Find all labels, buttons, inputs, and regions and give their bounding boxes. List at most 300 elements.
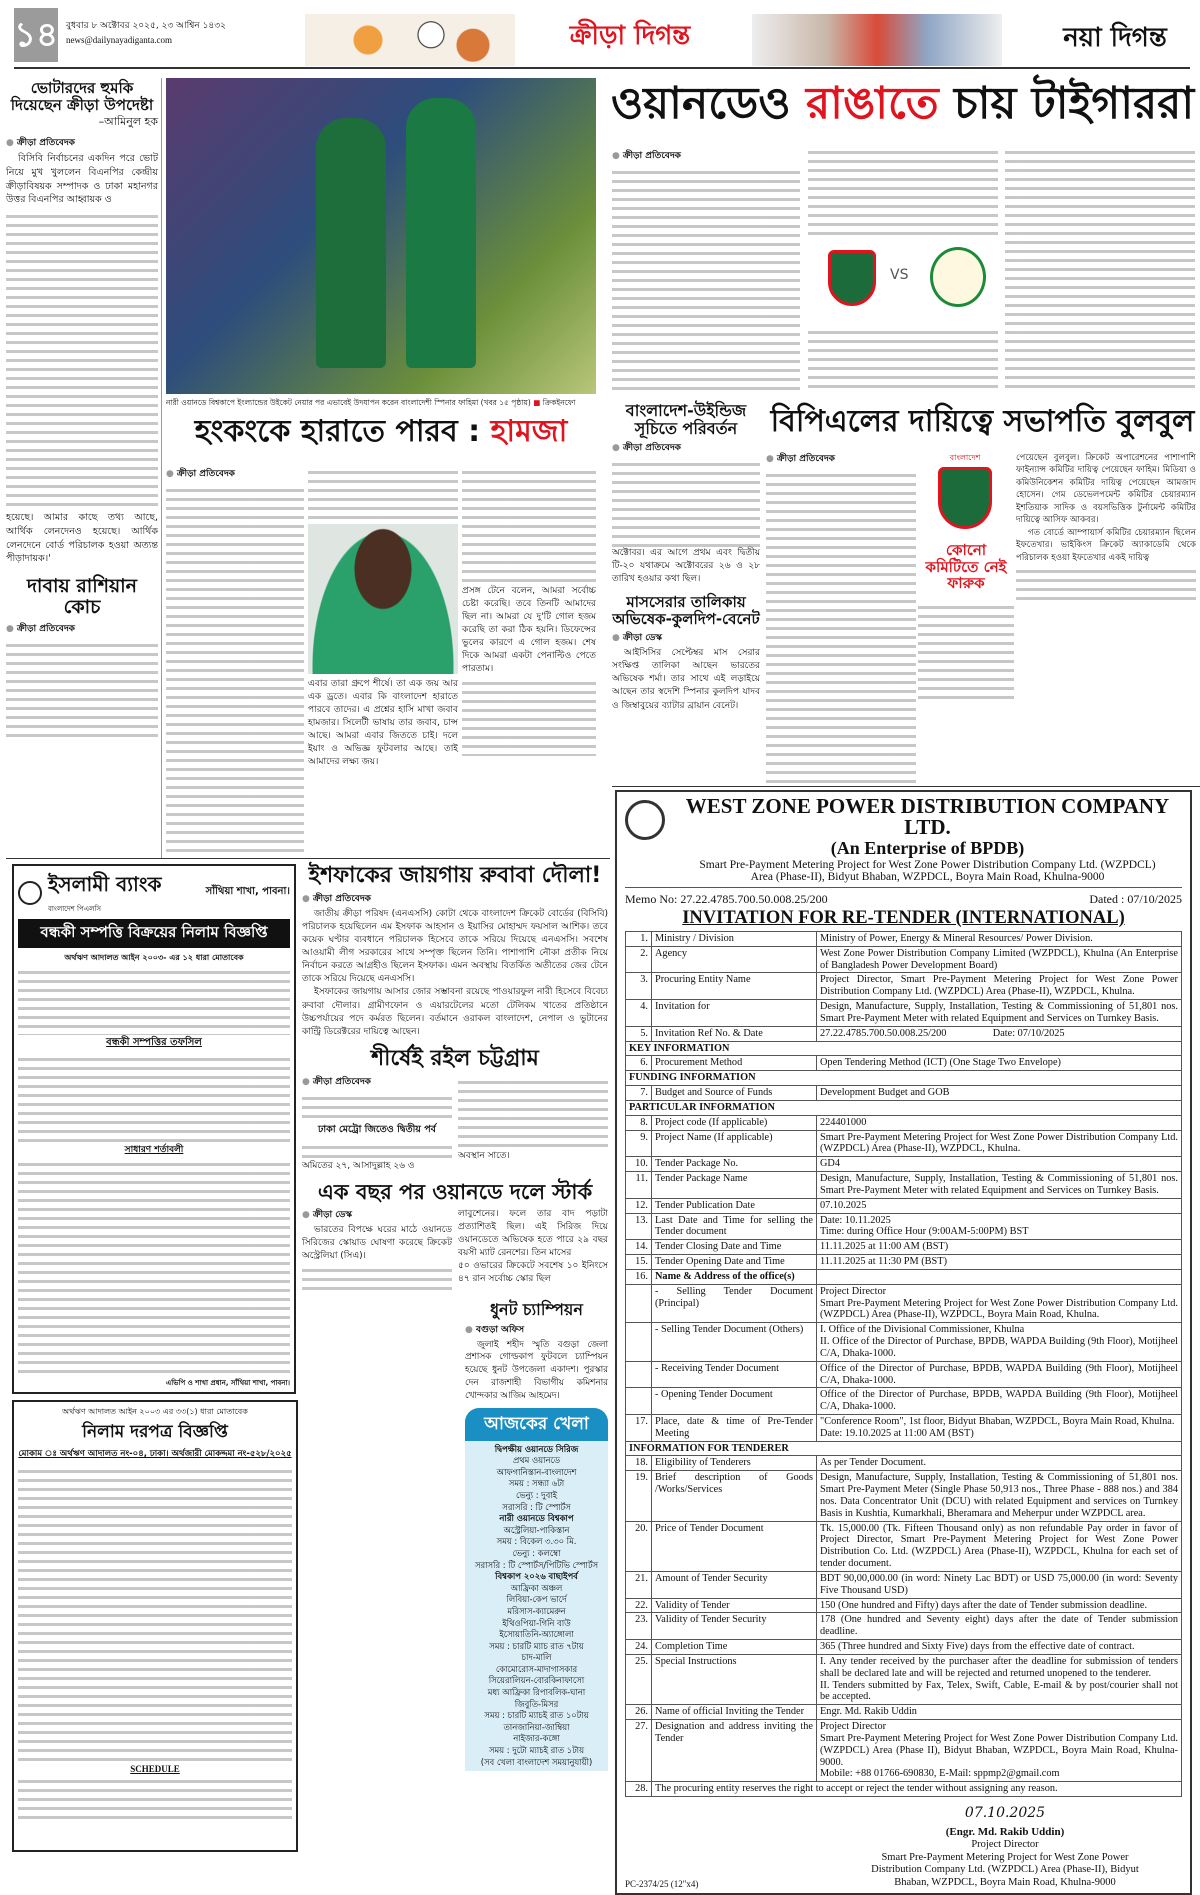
table-row	[626, 1240, 1182, 1255]
row-number: 20.	[626, 1521, 652, 1571]
row-value: BDT 90,00,000.00 (in word: Ninety Lac BDT) or USD 75,000.00 (in word: Seventy Five Thousand USD)	[817, 1571, 1182, 1598]
section-label: PARTICULAR INFORMATION	[626, 1100, 1182, 1115]
lead-col-1	[612, 145, 800, 393]
bpl-subhead: কোনো কমিটিতে নেই ফারুক	[925, 541, 1007, 592]
row-number	[626, 1323, 652, 1361]
terms-title: সাধারণ শর্তাবলী	[124, 1145, 184, 1155]
table-row	[626, 1521, 1182, 1571]
section-rule	[6, 858, 610, 859]
row-value: Ministry of Power, Energy & Mineral Resources/ Power Division.	[817, 932, 1182, 947]
row-value: Date: 10.11.2025 Time: during Office Hour (9:00AM-5:00PM) BST	[817, 1213, 1182, 1240]
headline-highlight: হামজা	[490, 414, 568, 449]
row-number: 28.	[626, 1782, 652, 1797]
text-block	[6, 638, 158, 738]
table-row	[626, 932, 1182, 947]
table-row	[626, 1720, 1182, 1782]
game-detail: সময় : দুটো ম্যাচই রাত ১টায়	[488, 1745, 585, 1756]
row-label: Brief description of Goods /Works/Services	[652, 1471, 817, 1521]
table-section-header	[626, 1441, 1182, 1456]
memo-number: Memo No: 27.22.4785.700.50.008.25/200	[625, 892, 828, 906]
table-section-header	[626, 1041, 1182, 1056]
byline: ● ক্রীড়া প্রতিবেদক	[6, 621, 158, 636]
row-label: Tender Package Name	[652, 1172, 817, 1199]
dateline	[66, 20, 226, 47]
bcb-logo	[920, 452, 1010, 531]
section-label: FUNDING INFORMATION	[626, 1071, 1182, 1086]
table-row	[626, 1388, 1182, 1415]
bangladesh-logo	[828, 250, 876, 306]
row-label: - Receiving Tender Document	[652, 1361, 817, 1388]
bpl-headline: বিপিএলের দায়িত্বে সভাপতি বুলবুল	[770, 404, 1195, 439]
bank-logo-icon	[18, 881, 42, 905]
starc-col-1	[302, 1204, 452, 1293]
row-label: Completion Time	[652, 1640, 817, 1655]
row-value: Development Budget and GOB	[817, 1086, 1182, 1101]
row-number: 3.	[626, 973, 652, 1000]
table-row	[626, 1255, 1182, 1270]
game-detail: সরাসরি : টি স্পোর্টস/পিটিভি স্পোর্টস	[474, 1559, 599, 1570]
table-row	[626, 1213, 1182, 1240]
team-logos	[820, 245, 990, 320]
header-rule	[14, 67, 1190, 69]
text-block	[6, 209, 158, 509]
row-value: 11.11.2025 at 11:30 PM (BST)	[817, 1255, 1182, 1270]
byline: ● বগুড়া অফিস	[465, 1322, 608, 1337]
text-block	[18, 965, 290, 1035]
box-title: আজকের খেলা	[465, 1408, 608, 1440]
potm-story	[612, 594, 760, 712]
company-enterprise: (An Enterprise of BPDB)	[830, 838, 1025, 858]
wzpdcl-tender-ad	[615, 790, 1192, 1895]
left-column	[6, 80, 158, 738]
starc-story	[302, 1181, 608, 1293]
row-value: Office of the Director of Purchase, BPDB, WAPDA Building (9th Floor), Motijheel C/A, Dhaka-1000.	[817, 1388, 1182, 1415]
starc-col-2	[458, 1204, 608, 1286]
todays-games-box	[465, 1408, 608, 1771]
left-story	[6, 80, 158, 566]
schedule-story	[612, 402, 760, 586]
row-label: Eligibility of Tenderers	[652, 1456, 817, 1471]
text-block	[612, 457, 760, 547]
row-label: Designation and address inviting the Tender	[652, 1720, 817, 1782]
game-detail: তানজানিয়া-জাম্বিয়া	[503, 1721, 570, 1732]
islami-bank-auction-ad	[12, 864, 296, 1394]
paragraph: পেয়েছেন বুলবুল। ক্রিকেট অপারেশনের পাশাপাশি ফাইন্যান্স কমিটির দায়িত্ব পেয়েছেন ফাহিম। মিডিয়া ও কমিউনিকেশন কমিটির দায়িত্ব পেয়েছেন আমজাদ হোসেন। গেম ডেভেলপমেন্ট কমিটির চেয়ারম্যান ইশতিয়াক সাদিক ও বয়সভিত্তিক টুর্নামেন্ট কমিটির দায়িত্বে আসিফ আকবর।	[1016, 453, 1196, 526]
row-label: - Selling Tender Document (Others)	[652, 1323, 817, 1361]
row-number: 5.	[626, 1026, 652, 1041]
headline-part: ওয়ানডেও	[610, 78, 806, 129]
email-link[interactable]: news@dailynayadiganta.com	[66, 34, 173, 45]
game-detail: (সব খেলা বাংলাদেশ সময়ানুযায়ী)	[480, 1756, 593, 1767]
byline: ● ক্রীড়া প্রতিবেদক	[302, 891, 608, 906]
byline: ● ক্রীড়া ডেস্ক	[612, 630, 760, 645]
paragraph-end: ৫০ ওভারের ক্রিকেটে সবশেষ ১০ ইনিংসে ৪৭ রান সর্বোচ্চ স্কোর ছিল	[458, 1261, 608, 1285]
photo-caption: নারী ওয়ানডে বিশ্বকাপে ইংল্যান্ডের উইকেট নেয়ার পর এভাবেই উদযাপন করেন বাংলাদেশী স্পিনার ফাহিমা (খবর ১৫ পৃষ্ঠায়) ■ ক্রিকইনফো	[166, 398, 576, 407]
game-detail: কোমোরোস-মাদাগাসকার	[495, 1663, 578, 1674]
company-name: WEST ZONE POWER DISTRIBUTION COMPANY LTD.	[685, 794, 1170, 839]
schedule-column	[612, 402, 760, 713]
row-number: 1.	[626, 932, 652, 947]
row-value: Smart Pre-Payment Metering Project for West Zone Power Distribution Company Ltd. (WZPDCL) Area (Phase-II), WZPDCL, Khulna.	[817, 1130, 1182, 1157]
middle-column	[302, 864, 608, 1771]
row-value: As per Tender Document.	[817, 1456, 1182, 1471]
row-number: 8.	[626, 1115, 652, 1130]
byline: ● ক্রীড়া প্রতিবেদক	[766, 451, 916, 466]
headline-highlight: রাঙাতে	[805, 78, 939, 129]
table-row	[626, 1456, 1182, 1471]
row-value: "Conference Room", 1st floor, Bidyut Bhaban, WZPDCL, Boyra Main Road, Khulna. Date: 19.10.2025 at 11:00 AM (BST)	[817, 1414, 1182, 1441]
table-row	[626, 946, 1182, 973]
table-row	[626, 1471, 1182, 1521]
player-figure	[406, 98, 476, 368]
byline: ● ক্রীড়া প্রতিবেদক	[612, 148, 800, 163]
vs-label: VS	[890, 267, 909, 283]
text-block	[808, 325, 998, 390]
paragraph-end: অবস্থান সাতে।	[458, 1150, 510, 1161]
row-label: Validity of Tender Security	[652, 1613, 817, 1640]
row-label: - Selling Tender Document (Principal)	[652, 1284, 817, 1322]
paragraph: ইসফাকের জায়গায় আসার জোর সম্ভাবনা রয়েছে পাওয়ারফুল নারী হিসেবে বিবেচ্য রুবাবা দৌলার। গ্রামীণফোন ও এয়ারটেলের মতো টেলিকম খাতের প্রতিষ্ঠানে উচ্চপর্যায়ের পদে কর্মরত ছিলেন। বর্তমানে ওরাকল বাংলাদেশ, নেপাল ও ভুটানের কান্ট্রি ডিরেক্টরের দায়িত্বে আছেন।	[302, 987, 608, 1037]
table-row	[626, 1640, 1182, 1655]
row-number: 16.	[626, 1269, 652, 1284]
ctg-col-2	[458, 1071, 608, 1163]
game-detail: ইসোয়াতিনি-অ্যাঙ্গোলা	[499, 1629, 574, 1640]
game-detail: লিবিয়া-কেপ ভার্দে	[506, 1594, 567, 1605]
text-block	[166, 483, 304, 858]
athletes-image	[752, 14, 1002, 66]
bpl-col-3	[1016, 452, 1196, 604]
row-value: Open Tendering Method (ICT) (One Stage Two Envelope)	[817, 1056, 1182, 1071]
row-number: 26.	[626, 1705, 652, 1720]
row-number: 27.	[626, 1720, 652, 1782]
hamza-photo	[308, 524, 458, 674]
headline: বাংলাদেশ-উইন্ডিজ সূচিতে পরিবর্তন	[625, 401, 747, 438]
row-number	[626, 1388, 652, 1415]
text-block	[18, 1464, 292, 1764]
row-number: 2.	[626, 946, 652, 973]
text-block	[462, 465, 596, 585]
section-label: INFORMATION FOR TENDERER	[626, 1441, 1182, 1456]
lead-headline	[605, 80, 1200, 128]
paragraph: গত বোর্ডে আম্পায়ার্স কমিটির চেয়ারম্যান ছিলেন ইফতেখার। ভাইকিংস ক্রিকেট অ্যাকাডেমি থেকে পরিচালক হওয়া ইফতেখার একই দায়িত্ব	[1016, 527, 1196, 563]
game-detail: জিবুতি-মিসর	[514, 1698, 559, 1709]
player-figure	[316, 118, 386, 368]
starc-headline: এক বছর পর ওয়ানডে দলে স্টার্ক	[317, 1179, 593, 1204]
game-detail: ভেন্যু : দুবাই	[515, 1489, 558, 1500]
row-label: Invitation for	[652, 1000, 817, 1027]
row-value: GD4	[817, 1157, 1182, 1172]
row-number	[626, 1284, 652, 1322]
tender-header	[625, 796, 1182, 883]
row-number	[626, 1361, 652, 1388]
row-label: Last Date and Time for selling the Tender document	[652, 1213, 817, 1240]
closing-paragraph: হয়েছে। আমার কাছে তথ্য আছে, আর্থিক লেনদেনও হয়েছে। আর্থিক লেনদেনে বোর্ড পরিচালক হওয়া অত্যন্ত পীড়াদায়ক।'	[6, 512, 158, 565]
table-row	[626, 1705, 1182, 1720]
memo-row	[625, 887, 1182, 907]
games-list	[465, 1441, 608, 1772]
row-label: Budget and Source of Funds	[652, 1086, 817, 1101]
text-block	[308, 465, 458, 520]
row-number: 22.	[626, 1598, 652, 1613]
row-number: 13.	[626, 1213, 652, 1240]
row-number: 18.	[626, 1456, 652, 1471]
memo-date: Dated : 07/10/2025	[1089, 892, 1182, 906]
page-number: ১৪	[14, 8, 58, 62]
row-value: I. Office of the Divisional Commissioner, Khulna II. Office of the Director of Purchase, BPDB, WAPDA Building (9th Floor), Motijheel C/A, Dhaka-1000.	[817, 1323, 1182, 1361]
row-label: Project Name (If applicable)	[652, 1130, 817, 1157]
row-label: Tender Package No.	[652, 1157, 817, 1172]
row-number: 10.	[626, 1157, 652, 1172]
table-section-header	[626, 1100, 1182, 1115]
headline: ভোটারদের হুমকি দিয়েছেন ক্রীড়া উপদেষ্টা	[10, 79, 154, 114]
table-row	[626, 1782, 1182, 1797]
ctg-story	[302, 1047, 608, 1173]
branch-name: সাঁথিয়া শাখা, পাবনা।	[205, 886, 290, 897]
row-value: 178 (One hundred and Seventy eight) days after the date of Tender submission deadline.	[817, 1613, 1182, 1640]
competition-title: নারী ওয়ানডে বিশ্বকাপ	[499, 1513, 574, 1524]
table-row	[626, 1414, 1182, 1441]
attribution: –আমিনুল হক	[98, 115, 158, 128]
row-value: I. Any tender received by the purchaser after the deadline for submission of tenders shall be declared late and will be rejected and returned unopened to the tenderer. II. Tenders submitted by Fax, Telex, Swift, Cable, E-mail & by post/courier shall not be accepted.	[817, 1654, 1182, 1704]
ad-title: নিলাম দরপত্র বিজ্ঞপ্তি	[82, 1422, 228, 1442]
table-row	[626, 1654, 1182, 1704]
chess-story	[6, 576, 158, 738]
row-number: 19.	[626, 1471, 652, 1521]
headline: দাবায় রাশিয়ান কোচ	[26, 575, 138, 619]
signature: 07.10.2025	[964, 1805, 1046, 1821]
row-value: Design, Manufacture, Supply, Installation, Testing & Commissioning of 51,801 nos. Smart Pre-Payment Meter (Single Phase 50,913 nos., Three Phase - 888 nos.) and 384 nos. Data Concentrator Unit (DCU) with related Equipment and services on Turnkey Basis in Kushtia, Kumarkhali, Bheramara and Meherpur under WZPDCL area.	[817, 1471, 1182, 1521]
signer-title: Project Director	[971, 1838, 1039, 1850]
row-value: Design, Manufacture, Supply, Installation, Testing & Commissioning of 51,801 nos. Smart Pre-Payment Meter with related Equipment and Services on Turnkey Basis.	[817, 1000, 1182, 1027]
row-label: Validity of Tender	[652, 1598, 817, 1613]
row-label: Price of Tender Document	[652, 1521, 817, 1571]
afghanistan-logo	[930, 247, 986, 307]
ctg-col-1	[302, 1071, 452, 1173]
row-value: Design, Manufacture, Supply, Installation, Testing & Commissioning of 51,801 nos. Smart Pre-Payment Meter with related Equipment and Services on Turnkey Basis.	[817, 1172, 1182, 1199]
row-label: Amount of Tender Security	[652, 1571, 817, 1598]
text-block	[458, 1075, 608, 1150]
signer-name: (Engr. Md. Rakib Uddin)	[945, 1825, 1065, 1838]
row-number: 12.	[626, 1198, 652, 1213]
row-label: Procuring Entity Name	[652, 973, 817, 1000]
row-label: Ministry / Division	[652, 932, 817, 947]
row-label: Tender Publication Date	[652, 1198, 817, 1213]
row-label: Tender Closing Date and Time	[652, 1240, 817, 1255]
row-number: 14.	[626, 1240, 652, 1255]
company-block	[673, 796, 1182, 883]
table-row	[626, 1598, 1182, 1613]
paragraph: জুলাই শহীদ স্মৃতি বগুড়া জেলা প্রশাসক গোল্ডকাপ ফুটবলে চ্যাম্পিয়ন হয়েছে ধুনট উপজেলা একাদশ। পুরস্কার দেন রাজশাহী বিভাগীয় কমিশনার খোন্দকার আজিম আহমেদ।	[465, 1339, 608, 1401]
text-block	[1016, 564, 1196, 604]
ad-law: অর্থঋণ আদালত আইন ২০০৩ এর ৩৩(১) ধারা মোতাবেক	[62, 1407, 248, 1416]
tender-title: INVITATION FOR RE-TENDER (INTERNATIONAL)	[682, 908, 1125, 928]
row-value: Engr. Md. Rakib Uddin	[817, 1705, 1182, 1720]
game-detail: নাইজার-কঙ্গো	[513, 1733, 560, 1744]
row-number: 24.	[626, 1640, 652, 1655]
date: বুধবার ৮ অক্টোবর ২০২৫, ২৩ আশ্বিন ১৪৩২	[66, 21, 226, 31]
row-value: 27.22.4785.700.50.008.25/200 Date: 07/10/2025	[817, 1026, 1182, 1041]
row-number: 21.	[626, 1571, 652, 1598]
nilam-tender-ad	[12, 1400, 298, 1852]
row-number: 17.	[626, 1414, 652, 1441]
row-label: Tender Opening Date and Time	[652, 1255, 817, 1270]
table-row	[626, 1172, 1182, 1199]
table-row	[626, 1026, 1182, 1041]
game-detail: চাদ-মালি	[521, 1652, 552, 1663]
text-block	[18, 1052, 290, 1142]
paragraph: এবার তারা গ্রুপে শীর্ষে। তা এক জয় আর এক ড্রতে। এবার কি বাংলাদেশ হারাতে পারবে তাদের। এ প্রশ্নের হাসি মাখা জবাব হামজার। সিলেটী ভাষায় তার জবাব, চান্স আছে। আমরা এবার জিততে চাই। দলে ইয়াং ও অভিজ্ঞ ফুটবলার আছে। তাই আমাদের লক্ষ্য জয়।	[308, 679, 458, 768]
row-label: Special Instructions	[652, 1654, 817, 1704]
byline: ● ক্রীড়া প্রতিবেদক	[166, 466, 304, 481]
row-label: Name & Address of the office(s)	[652, 1269, 817, 1284]
row-number: 7.	[626, 1086, 652, 1101]
newspaper-logo: নয়া দিগন্ত	[1063, 23, 1167, 53]
row-number: 6.	[626, 1056, 652, 1071]
ad-code: PC-2374/25 (12"x4)	[625, 1879, 699, 1890]
game-detail: সরাসরি : টি স্পোর্টস	[502, 1501, 571, 1512]
text-block	[18, 1774, 292, 1824]
row-label: Project code (If applicable)	[652, 1115, 817, 1130]
caption-text: নারী ওয়ানডে বিশ্বকাপে ইংল্যান্ডের উইকেট নেয়ার পর এভাবেই উদযাপন করেন বাংলাদেশী স্পিনার ফাহিমা (খবর ১৫ পৃষ্ঠায়)	[166, 398, 531, 407]
ad-title: বন্ধকী সম্পত্তি বিক্রয়ের নিলাম বিজ্ঞপ্তি	[18, 919, 290, 948]
table-row	[626, 1613, 1182, 1640]
tender-footer	[625, 1805, 1182, 1889]
row-value: Tk. 15,000.00 (Tk. Fifteen Thousand only) as non refundable Pay order in favor of Project Director, Smart Pre-Payment Metering Project for West Zone Power Distribution Co. Ltd. (WZPDCL) Area (Phase-II), WZPDCL, Khulna for each set of tender document.	[817, 1521, 1182, 1571]
hamza-col-1	[166, 463, 304, 858]
ad-header	[18, 870, 290, 915]
headline-part: হংকংকে হারাতে পারব :	[194, 414, 491, 449]
game-detail: ইথিওপিয়া-গিনি বাউ	[502, 1617, 571, 1628]
text-block	[808, 145, 998, 240]
paragraph: জাতীয় ক্রীড়া পরিষদ (এনএসসি) কোটা থেকে বাংলাদেশ ক্রিকেট বোর্ডের (বিসিবি) পরিচালক হয়েছিলেন এম ইসফাক আহসান ও ইয়াসির মোহাম্মদ ফয়সাল আশিক। তবে কয়েক ঘণ্টার ব্যবধানে পরিচালক হিসেবে তাকে সরিয়ে দিয়েছে এনএসসি। সবশেষ আওয়ামী লীগ সরকারের সাথে সম্পৃক্ত ছিলেন তিনি। পাশাপাশি নৌকা প্রতীক নিয়ে নির্বাচন করতে আগ্রহীও ছিলেন ইসফাক। এমন অবস্থায় বিতর্কিত অতীতের জের টেনে তাকে সরিয়ে দিয়েছে এনএসসি।	[302, 909, 608, 985]
row-value: 11.11.2025 at 11:00 AM (BST)	[817, 1240, 1182, 1255]
game-detail: ভেন্যু : কলম্বো	[512, 1547, 561, 1558]
signer-address: Smart Pre-Payment Metering Project for West Zone Power Distribution Company Ltd. (WZPDCL) Area (Phase-II), Bidyut Bhaban, WZPDCL, Boyra Main Road, Khulna-9000	[871, 1851, 1139, 1888]
table-row	[626, 1571, 1182, 1598]
row-text: The procuring entity reserves the right to accept or reject the tender without assigning any reason.	[652, 1782, 1182, 1797]
dhunot-story	[465, 1301, 608, 1402]
address-line: Area (Phase-II), Bidyut Bhaban, WZPDCL, Boyra Main Road, Khulna-9000	[750, 871, 1105, 883]
wzpdcl-logo-icon	[625, 800, 665, 840]
game-detail: অস্ট্রেলিয়া-পাকিস্তান	[503, 1524, 570, 1535]
starc-columns	[302, 1204, 608, 1293]
row-value: West Zone Power Distribution Company Limited (WZPDCL), Khulna (An Enterprise of Bangladesh Power Development Board)	[817, 946, 1182, 973]
bpl-col-1	[766, 448, 916, 786]
table-row	[626, 1115, 1182, 1130]
signature-block	[860, 1805, 1150, 1889]
row-value: Project Director Smart Pre-Payment Metering Project for West Zone Power Distribution Company Ltd. (WZPDCL) Area (Phase-II), WZPDCL, Boyra Main Road, Khulna.	[817, 1284, 1182, 1322]
table-section-header	[626, 1071, 1182, 1086]
game-detail: প্রথম ওয়ানডে	[512, 1455, 561, 1466]
competition-title: বিশ্বকাপ ২০২৬ বাছাইপর্ব	[495, 1571, 578, 1582]
row-number: 9.	[626, 1130, 652, 1157]
table-row	[626, 1269, 1182, 1284]
ad-signer: এভিপি ও শাখা প্রধান, সাঁথিয়া শাখা, পাবনা।	[165, 1379, 290, 1387]
text-block	[302, 1091, 452, 1121]
headline-part: চায় টাইগাররা	[938, 78, 1195, 129]
text-block	[918, 600, 1014, 700]
paragraph-end: অমিতের ২৭, আসাদুল্লাহ ২৬ ও	[302, 1160, 415, 1171]
closing-paragraph: অক্টোবর। এর আগে প্রথম এবং দ্বিতীয় টি-২০ যথাক্রমে অক্টোবরের ২৬ ও ২৮ তারিখ হওয়ার কথা ছিল।	[612, 548, 760, 585]
table-row	[626, 1198, 1182, 1213]
paragraph: আইসিসির সেপ্টেম্বর মাস সেরার সংক্ষিপ্ত তালিকা আছেন ভারতের অভিষেক শর্মা। তার সাথে এই লড়াইয়ে আছেন তার স্বদেশি স্পিনার কুলদিপ যাদব ও জিম্বাবুয়ের ব্যাটার ব্রায়ান বেনেট।	[612, 648, 760, 711]
table-row	[626, 1284, 1182, 1322]
row-label: Name of official Inviting the Tender	[652, 1705, 817, 1720]
headline: মাসসেরার তালিকায় অভিষেক-কুলদিপ-বেনেট	[612, 593, 760, 628]
text-block	[1005, 145, 1195, 390]
byline: ● ক্রীড়া প্রতিবেদক	[302, 1074, 452, 1089]
game-detail: আফগানিস্তান-বাংলাদেশ	[496, 1466, 577, 1477]
paragraph: লাবুশেনের। ফলে তার বাদ পড়াটা প্রত্যাশিতই ছিল। এই সিরিজ দিয়ে ওয়ানডেতে অভিষেক হতে পারে ২৯ বছর বয়সী ম্যাট রেনশের। তিন মাসের	[458, 1208, 608, 1259]
competition-title: দ্বিপক্ষীয় ওয়ানডে সিরিজ	[494, 1443, 579, 1454]
ad-law: অর্থঋণ আদালত আইন ২০০৩- এর ১২ ধারা মোতাবেক	[64, 953, 244, 962]
table-row	[626, 1086, 1182, 1101]
table-row	[626, 1361, 1182, 1388]
row-label: - Opening Tender Document	[652, 1388, 817, 1415]
logo-text: বাংলাদেশ	[949, 453, 981, 462]
bank-name-block	[48, 870, 161, 915]
game-detail: সময় : চারটি ম্যাচ রাত ৭টায়	[489, 1640, 584, 1651]
bcb-crest-icon	[938, 467, 992, 529]
table-row	[626, 1000, 1182, 1027]
cricket-celebration-photo	[166, 78, 596, 394]
row-label: Place, date & time of Pre-Tender Meeting	[652, 1414, 817, 1441]
row-value: 365 (Three hundred and Sixty Five) days from the effective date of contract.	[817, 1640, 1182, 1655]
byline: ● ক্রীড়া প্রতিবেদক	[612, 440, 760, 455]
row-value: 150 (One hundred and Fifty) days after the date of Tender submission deadline.	[817, 1598, 1182, 1613]
schedule-title: বন্ধকী সম্পত্তির তফসিল	[106, 1037, 202, 1048]
byline: ● ক্রীড়া ডেস্ক	[302, 1207, 452, 1222]
row-value: Office of the Director of Purchase, BPDB, WAPDA Building (9th Floor), Motijheel C/A, Dhaka-1000.	[817, 1361, 1182, 1388]
subhead: ঢাকা মেট্রো জিতেও দ্বিতীয় পর্ব	[318, 1123, 436, 1135]
table-row	[626, 1323, 1182, 1361]
ctg-headline: শীর্ষেই রইল চট্টগ্রাম	[371, 1045, 539, 1071]
text-block	[18, 1157, 290, 1377]
column-divider	[161, 78, 162, 858]
bank-name: ইসলামী ব্যাংক	[48, 872, 162, 896]
row-number: 11.	[626, 1172, 652, 1199]
bank-subtitle: বাংলাদেশ পিএলসি	[48, 905, 101, 913]
game-detail: সময় : সন্ধ্যা ৬টা	[508, 1478, 565, 1489]
row-value: Project Director Smart Pre-Payment Metering Project for West Zone Power Distribution Company Ltd. (WZPDCL) Area (Phase II), Bidyut Bhaban, WZPDCL, Boyra Main Road, Khulna-9000. Mobile: +88 01766-690830, E-Mail: sppmp2@gmail.com	[817, 1720, 1182, 1782]
text-block	[302, 1263, 452, 1293]
row-label: Invitation Ref No. & Date	[652, 1026, 817, 1041]
row-value	[817, 1269, 1182, 1284]
table-row	[626, 1130, 1182, 1157]
row-value: Project Director, Smart Pre-Payment Metering Project for West Zone Power Distribution Company Ltd. (WZPDCL) Area (Phase-II), WZPDCL, Khulna.	[817, 973, 1182, 1000]
game-detail: সময় : বিকেল ৩.৩০ মি.	[496, 1536, 577, 1547]
hamza-col-3	[462, 465, 596, 756]
case-number: মোকাম ঃ অর্থঋণ আদালত নং-০৪, ঢাকা। অর্থজারী মোকদ্দমা নং-৫২৮/২০২৫	[18, 1449, 292, 1459]
headline: ধুনট চ্যাম্পিয়ন	[490, 1300, 583, 1320]
game-detail: সিয়েরালিয়ন-বোরকিনাফাসো	[488, 1675, 585, 1686]
section-title: ক্রীড়া দিগন্ত	[569, 21, 691, 51]
photo-credit: ক্রিকইনফো	[542, 398, 576, 407]
table-row	[626, 1157, 1182, 1172]
paragraph: ভারতের বিপক্ষে ঘরের মাঠে ওয়ানডে সিরিজের স্কোয়াড ঘোষণা করেছে ক্রিকেট অস্ট্রেলিয়া (সিএ)।	[302, 1224, 452, 1262]
game-detail: সময় : চারটি ম্যাচই রাত ১০টায়	[484, 1710, 589, 1721]
hamza-col-2	[308, 465, 458, 769]
row-number: 23.	[626, 1613, 652, 1640]
row-number: 4.	[626, 1000, 652, 1027]
sports-balls-image	[305, 14, 515, 66]
row-number: 15.	[626, 1255, 652, 1270]
game-detail: মরিসাস-ক্যামেরুন	[507, 1605, 566, 1616]
game-detail: আফ্রিকা অঞ্চল	[510, 1582, 563, 1593]
text-block	[766, 468, 916, 786]
row-number: 25.	[626, 1654, 652, 1704]
row-label: Agency	[652, 946, 817, 973]
